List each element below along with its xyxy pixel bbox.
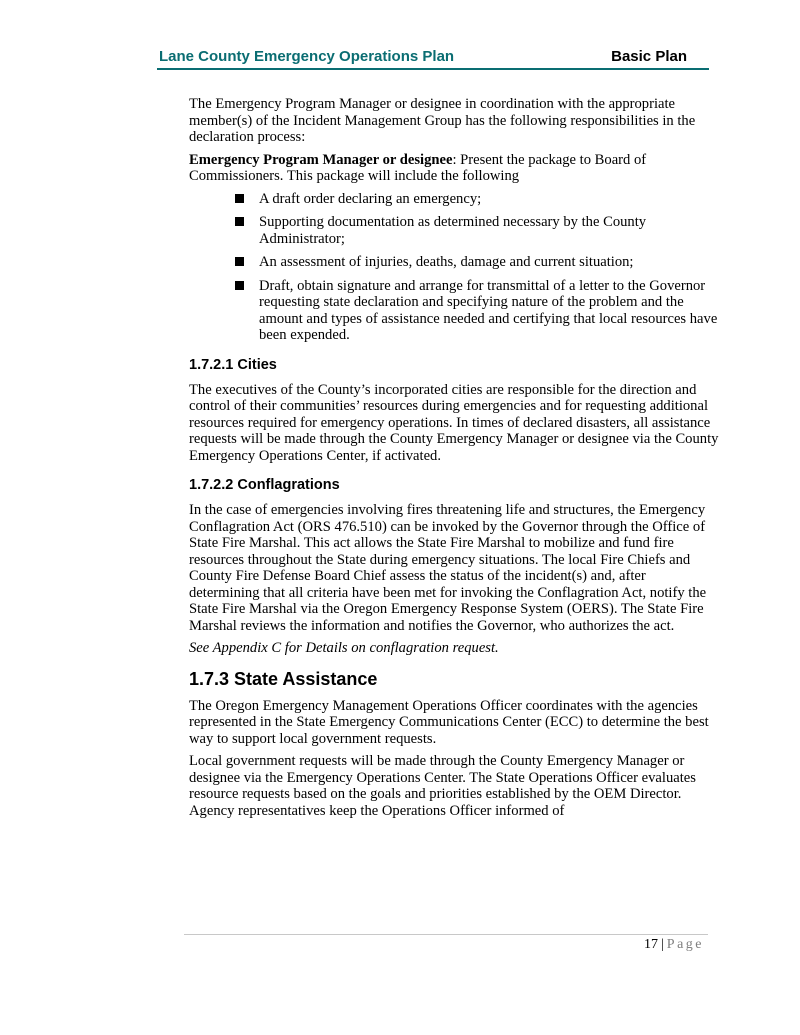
conflagrations-paragraph: In the case of emergencies involving fires threatening life and structures, the Emergency Conflagration Act (ORS 476.510) can be invoked by the Governor through the Office of State Fire Marshal. This act allows the State Fire Marshal to mobilize and fund fire resources throughout the State during emergency situations. The local Fire Chiefs and County Fire Defense Board Chief assess the status of the incident(s) and, after determining that all criteria have been met for invoking the Conflagration Act, notify the State Fire Marshal via the Oregon Emergency Response System (OERS). The State Fire Marshal reviews the information and notifies the Governor, who authorizes the act.: [189, 502, 707, 634]
list-item-text: Supporting documentation as determined necessary by the County Administrator;: [259, 214, 647, 247]
conflagrations-heading: 1.7.2.2 Conflagrations: [189, 477, 340, 493]
package-list: [189, 191, 719, 344]
square-bullet-icon: [235, 217, 244, 226]
document-title: Lane County Emergency Operations Plan: [159, 48, 455, 65]
intro-paragraph: The Emergency Program Manager or designee in coordination with the appropriate member(s) of the Incident Management Group has the following responsibilities in the declaration process:: [189, 96, 696, 145]
square-bullet-icon: [235, 194, 244, 203]
page-header: [157, 46, 709, 70]
section-title: Basic Plan: [611, 48, 687, 65]
page-footer: [644, 937, 704, 953]
list-item: [259, 254, 719, 271]
page-number: 17: [643, 937, 658, 952]
list-item-text: An assessment of injuries, deaths, damage and current situation;: [259, 254, 634, 270]
manager-text: : Present the package to Board of Commissioners. This package will include the following: [189, 151, 647, 184]
state-assistance-heading: 1.7.3 State Assistance: [189, 668, 378, 689]
list-item-text: A draft order declaring an emergency;: [259, 190, 482, 207]
manager-label: Emergency Program Manager or designee: [189, 151, 453, 168]
footer-divider: [184, 934, 708, 935]
square-bullet-icon: [235, 257, 244, 266]
cities-paragraph: The executives of the County’s incorporated cities are responsible for the direction and control of their communities’ resources during emergencies and for requesting additional resources required for emergency operations. In times of declared disasters, all assistance requests will be made through the County Emergency Manager or designee via the County Emergency Operations Center, if activated.: [189, 381, 719, 464]
cities-heading: 1.7.2.1 Cities: [189, 356, 277, 373]
list-item: [259, 191, 719, 208]
state-assistance-paragraph-2: Local government requests will be made through the County Emergency Manager or designee via the Emergency Operations Center. The State Operations Officer evaluates resource requests based on the goals and priorities established by the OEM Director. Agency representatives keep the Operations Officer informed of: [189, 753, 696, 819]
page-body: [189, 96, 719, 825]
manager-paragraph: [189, 152, 719, 185]
list-item-text: Draft, obtain signature and arrange for transmittal of a letter to the Governor requesting state declaration and specifying nature of the problem and the amount and types of assistance needed and certifying that local resources have been expended.: [259, 277, 718, 343]
list-item: [259, 214, 719, 247]
footer-separator: |: [660, 937, 664, 952]
state-assistance-paragraph-1: The Oregon Emergency Management Operations Officer coordinates with the agencies represented in the State Emergency Communications Center (ECC) to determine the best way to support local government requests.: [189, 697, 709, 747]
square-bullet-icon: [235, 281, 244, 290]
appendix-note: See Appendix C for Details on conflagration request.: [189, 640, 499, 656]
list-item: [259, 278, 719, 344]
page-label: Page: [666, 937, 704, 952]
